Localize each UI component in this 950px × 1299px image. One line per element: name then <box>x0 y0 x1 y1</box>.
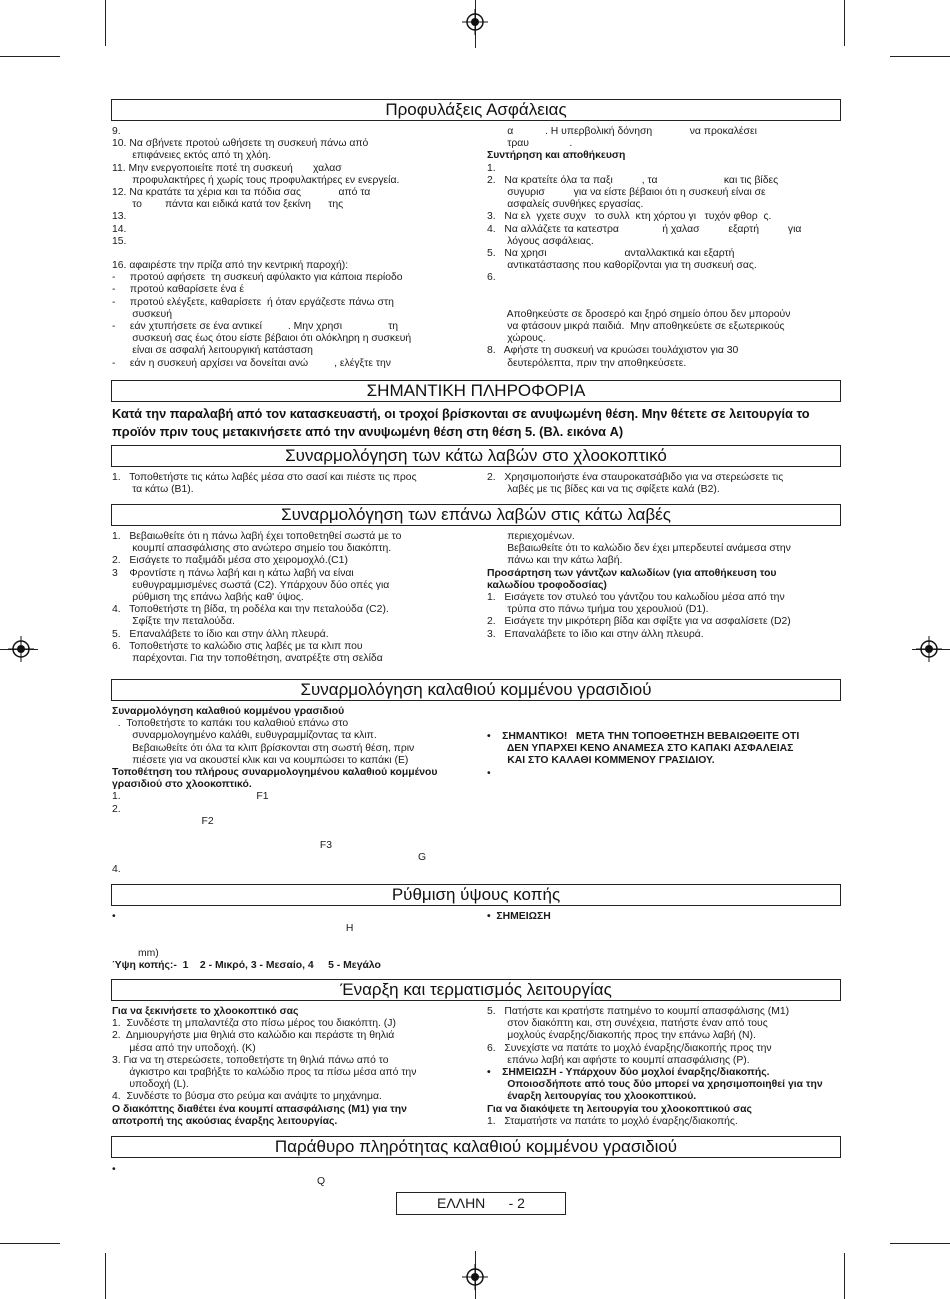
section-title-safety: Προφυλάξεις Ασφάλειας <box>111 99 841 121</box>
text-line: ρύθμιση της επάνω λαβής καθ' ύψος. <box>112 591 304 603</box>
text-line: 6. Συνεχίστε να πατάτε το μοχλό έναρξης/διακοπής προς την <box>487 1042 772 1054</box>
text-line <box>112 935 464 947</box>
text-line: 2. Χρησιμοποιήστε ένα σταυροκατσάβιδο για να στερεώσετε τις <box>487 472 784 483</box>
text-line: μέσα από την υποδοχή. (K) <box>112 1042 256 1054</box>
text-line: 12. Να κρατάτε τα χέρια και τα πόδια σας από τα <box>112 186 371 198</box>
text-line: 1. Συνδέστε τη μπαλαντέζα στο πίσω μέρος του διακόπτη. (J) <box>112 1018 396 1030</box>
text-line: 3 Φροντίστε η πάνω λαβή και η κάτω λαβή να είναι <box>112 567 354 579</box>
safety-right-column <box>487 126 839 370</box>
text-line: • <box>487 767 491 779</box>
cutting-height-left-column <box>112 911 464 972</box>
text-line: 16. αφαιρέστε την πρίζα από την κεντρική παροχή): <box>112 260 349 272</box>
text-line: • <box>112 911 116 922</box>
lower-handles-left-column <box>112 472 464 496</box>
important-notice-text: Κατά την παραλαβή από τον κατασκευαστή, οι τροχοί βρίσκονται σε ανυψωμένη θέση. Μην θέτετε σε λειτουργία το προϊόν πριν τους μετακινήσετε από την ανυψωμένη θέση στη θέση 5. (Βλ. εικόνα A) <box>112 406 810 439</box>
text-line: γρασιδιού στο χλοοκοπτικό. <box>112 779 252 791</box>
text-line: Βεβαιωθείτε ότι όλα τα κλιπ βρίσκονται στη σωστή θέση, πριν <box>112 742 415 754</box>
grass-box-left-column <box>112 706 464 877</box>
text-line: α . Η υπερβολική δόνηση να προκαλέσει <box>487 126 757 137</box>
text-line: Για να ξεκινήσετε το χλοοκοπτικό σας <box>112 1006 299 1017</box>
text-line: τα κάτω (B1). <box>112 484 194 496</box>
text-line: Συναρμολόγηση καλαθιού κομμένου γρασιδιού <box>112 706 345 717</box>
text-line: - εάν η συσκευή αρχίσει να δονείται ανώ , ελέγξτε την <box>112 357 391 369</box>
text-line: 2. <box>112 803 121 815</box>
text-line: Ο διακόπτης διαθέτει ένα κουμπί απασφάλισης (M1) για την <box>112 1103 407 1115</box>
text-line: πάνω και την κάτω λαβή. <box>487 555 623 567</box>
section-title-grass-box: Συναρμολόγηση καλαθιού κομμένου γρασιδιού <box>111 679 841 701</box>
text-line: mm) <box>112 947 159 959</box>
text-line: 1. Εισάγετε τον στυλεό του γάντζου του καλωδίου μέσα από την <box>487 591 785 603</box>
text-line: G <box>112 852 427 864</box>
text-line: 11. Μην ενεργοποιείτε ποτέ τη συσκευή χαλασ <box>112 162 342 174</box>
text-line: λαβές με τις βίδες και να τις σφίξετε καλά (B2). <box>487 484 720 496</box>
text-line: πιέσετε για να ακουστεί κλικ και να κουμπώσει το καπάκι (E) <box>112 754 409 766</box>
text-line: ΚΑΙ ΣΤΟ ΚΑΛΑΘΙ ΚΟΜΜΕΝΟΥ ΓΡΑΣΙΔΙΟΥ. <box>487 755 715 767</box>
text-line: 9. <box>112 126 121 137</box>
text-line: αντικατάστασης που καθορίζονται για τη συσκευή σας. <box>487 260 757 272</box>
text-line: κουμπί απασφάλισης στο ανώτερο σημείο του διακόπτη. <box>112 543 392 555</box>
text-line: - εάν χτυπήσετε σε ένα αντικεί . Μην χρησι τη <box>112 321 399 332</box>
text-line: στον διακόπτη και, στη συνέχεια, πατήστε έναν από τους <box>487 1018 768 1030</box>
text-line: 5. Επαναλάβετε το ίδιο και στην άλλη πλευρά. <box>112 628 329 640</box>
text-line: Σφίξτε την πεταλούδα. <box>112 616 235 628</box>
text-line: ασφαλείς συνθήκες εργασίας. <box>487 199 644 211</box>
registration-mark-icon <box>916 636 942 662</box>
text-line: 1. Βεβαιωθείτε ότι η πάνω λαβή έχει τοποθετηθεί σωστά με το <box>112 531 402 542</box>
registration-mark-icon <box>462 1264 488 1290</box>
text-line: 1. Τοποθετήστε τις κάτω λαβές μέσα στο σασί και πιέστε τις προς <box>112 472 417 483</box>
text-line: 14. <box>112 223 127 235</box>
text-line: λόγους ασφάλειας. <box>487 235 594 247</box>
section-title-grass-window: Παράθυρο πληρότητας καλαθιού κομμένου γρασιδιού <box>111 1136 841 1158</box>
text-line: Αποθηκεύστε σε δροσερό και ξηρό σημείο όπου δεν μπορούν <box>487 308 791 320</box>
text-line: συσκευή <box>112 308 173 320</box>
text-line: συγυρισ για να είστε βέβαιοι ότι η συσκευή είναι σε <box>487 186 766 198</box>
text-line: 4. Να αλλάζετε τα κατεστρα ή χαλασ εξαρτή για <box>487 223 802 235</box>
text-line: περιεχομένων. <box>487 531 575 542</box>
text-line: F3 <box>112 840 332 852</box>
text-line: ΔΕΝ ΥΠΑΡΧΕΙ ΚΕΝΟ ΑΝΑΜΕΣΑ ΣΤΟ ΚΑΠΑΚΙ ΑΣΦΑΛΕΙΑΣ <box>487 743 794 755</box>
text-line: 4. <box>112 864 121 876</box>
text-line: 2. Να κρατείτε όλα τα παξι , τα και τις βίδες <box>487 174 779 186</box>
section-title-upper-handles: Συναρμολόγηση των επάνω λαβών στις κάτω λαβές <box>111 504 841 526</box>
section-title-lower-handles: Συναρμολόγηση των κάτω λαβών στο χλοοκοπτικό <box>111 445 841 467</box>
text-line: 2. Δημιουργήστε μια θηλιά στο καλώδιο και περάστε τη θηλιά <box>112 1030 395 1042</box>
text-line: Ύψη κοπής:- 1 2 - Μικρό, 3 - Μεσαίο, 4 5 - Μεγάλο <box>112 959 381 971</box>
text-line: . Τοποθετήστε το καπάκι του καλαθιού επάνω στο <box>112 718 349 730</box>
text-line: • <box>112 1164 116 1175</box>
upper-handles-right-column <box>487 531 839 641</box>
text-line: 10. Να σβήνετε προτού ωθήσετε τη συσκευή πάνω από <box>112 138 369 150</box>
text-line: δευτερόλεπτα, πριν την αποθηκεύσετε. <box>487 357 687 369</box>
text-line <box>487 297 839 309</box>
text-line: - προτού ελέγξετε, καθαρίσετε ή όταν εργάζεστε πάνω στη <box>112 296 394 308</box>
text-line: F2 <box>112 815 214 827</box>
text-line: είναι σε ασφαλή λειτουργική κατάσταση <box>112 345 313 357</box>
text-line: επιφάνειες εκτός από τη χλόη. <box>112 150 271 162</box>
text-line: συναρμολογημένο καλάθι, ευθυγραμμίζοντας τα κλιπ. <box>112 730 377 742</box>
text-line: 3. Επαναλάβετε το ίδιο και στην άλλη πλευρά. <box>487 628 704 640</box>
text-line: • ΣΗΜΕΙΩΣΗ - Υπάρχουν δύο μοχλοί έναρξης/διακοπής. <box>487 1066 770 1078</box>
lower-handles-right-column <box>487 472 839 496</box>
text-line: 5. Πατήστε και κρατήστε πατημένο το κουμπί απασφάλισης (M1) <box>487 1006 790 1017</box>
section-title-start-stop: Έναρξη και τερματισμός λειτουργίας <box>111 979 841 1001</box>
text-line: 5. Να χρησι ανταλλακτικά και εξαρτή <box>487 247 735 259</box>
text-line: - προτού καθαρίσετε ένα έ <box>112 284 245 296</box>
text-line: 15. <box>112 235 127 247</box>
text-line: 2. Εισάγετε την μικρότερη βίδα και σφίξτε για να ασφαλίσετε (D2) <box>487 616 791 628</box>
text-line: Βεβαιωθείτε ότι το καλώδιο δεν έχει μπερδευτεί ανάμεσα στην <box>487 543 791 555</box>
text-line: 1. Σταματήστε να πατάτε το μοχλό έναρξης/διακοπής. <box>487 1115 738 1127</box>
start-stop-right-column <box>487 1006 839 1128</box>
text-line: Συντήρηση και αποθήκευση <box>487 150 626 162</box>
section-title-cutting-height: Ρύθμιση ύψους κοπής <box>111 884 841 906</box>
text-line: 6. <box>487 272 496 284</box>
text-line: να φτάσουν μικρά παιδιά. Μην αποθηκεύετε σε εξωτερικούς <box>487 321 785 332</box>
text-line: • ΣΗΜΕΙΩΣΗ <box>487 911 551 922</box>
text-line: έναρξη λειτουργίας του χλοοκοπτικού. <box>487 1091 697 1103</box>
text-line: • ΣΗΜΑΝΤΙΚΟ! ΜΕΤΑ ΤΗΝ ΤΟΠΟΘΕΤΗΣΗ ΒΕΒΑΙΩΘΕΙΤΕ ΟΤΙ <box>487 731 800 742</box>
text-line: 8. Αφήστε τη συσκευή να κρυώσει τουλάχιστον για 30 <box>487 345 739 357</box>
grass-box-right-column <box>487 731 839 780</box>
text-line: μοχλούς έναρξης/διακοπής προς την επάνω λαβή (N). <box>487 1030 756 1042</box>
text-line: αποτροπή της ακούσιας έναρξης λειτουργίας. <box>112 1115 338 1127</box>
upper-handles-left-column <box>112 531 464 665</box>
text-line: τραυ . <box>487 138 573 150</box>
registration-mark-icon <box>8 636 34 662</box>
text-line: χώρους. <box>487 333 546 345</box>
section-title-important: ΣΗΜΑΝΤΙΚΗ ΠΛΗΡΟΦΟΡΙΑ <box>111 380 841 402</box>
text-line: 1. <box>487 162 496 174</box>
text-line: - προτού αφήσετε τη συσκευή αφύλακτο για κάποια περίοδο <box>112 272 403 284</box>
text-line: παρέχονται. Για την τοποθέτηση, ανατρέξτε στη σελίδα <box>112 652 383 664</box>
text-line: συσκευή σας έως ότου είστε βέβαιοι ότι ολόκληρη η συσκευή <box>112 333 412 345</box>
text-line: 1. F1 <box>112 791 269 803</box>
text-line: Q <box>112 1176 326 1188</box>
text-line: 3. Για να τη στερεώσετε, τοποθετήστε τη θηλιά πάνω από το <box>112 1054 389 1066</box>
text-line: 13. <box>112 211 127 223</box>
text-line <box>112 828 464 840</box>
text-line <box>487 284 839 296</box>
text-line: 3. Να ελ γχετε συχν το συλλ κτη χόρτου γι τυχόν φθορ ς. <box>487 211 772 223</box>
grass-window-left-column <box>112 1164 464 1188</box>
text-line: άγκιστρο και τραβήξτε το καλώδιο προς τα πίσω μέσα από την <box>112 1066 417 1078</box>
text-line: 4. Τοποθετήστε τη βίδα, τη ροδέλα και την πεταλούδα (C2). <box>112 604 389 616</box>
text-line: προφυλακτήρες ή χωρίς τους προφυλακτήρες εν ενεργεία. <box>112 174 400 186</box>
safety-left-column <box>112 126 464 370</box>
text-line: 6. Τοποθετήστε το καλώδιο στις λαβές με τα κλιπ που <box>112 640 363 652</box>
text-line: τρύπα στο πάνω τμήμα του χερουλιού (D1). <box>487 604 709 616</box>
text-line: καλωδίου τροφοδοσίας) <box>487 579 607 591</box>
start-stop-left-column <box>112 1006 464 1128</box>
text-line: 2. Εισάγετε το παξιμάδι μέσα στο χειρομοχλό.(C1) <box>112 555 348 567</box>
registration-mark-icon <box>462 9 488 35</box>
text-line: Προσάρτηση των γάντζων καλωδίων (για αποθήκευση του <box>487 567 777 579</box>
text-line: H <box>112 923 354 935</box>
text-line: Για να διακόψετε τη λειτουργία του χλοοκοπτικού σας <box>487 1103 752 1115</box>
text-line: ευθυγραμμισμένες σωστά (C2). Υπάρχουν δύο οπές για <box>112 579 390 591</box>
text-line: Τοποθέτηση του πλήρους συναρμολογημένου καλαθιού κομμένου <box>112 766 438 778</box>
text-line <box>112 248 464 260</box>
text-line: Οποιοσδήποτε από τους δύο μπορεί να χρησιμοποιηθεί για την <box>487 1079 823 1091</box>
cutting-height-right-column <box>487 911 839 923</box>
text-line: υποδοχή (L). <box>112 1079 189 1091</box>
text-line: 4. Συνδέστε το βύσμα στο ρεύμα και ανάψτε το μηχάνημα. <box>112 1091 382 1103</box>
page-footer-label: ΕΛΛΗΝ - 2 <box>396 1192 566 1215</box>
text-line: επάνω λαβή και αφήστε το κουμπί απασφάλισης (P). <box>487 1054 750 1066</box>
text-line: το πάντα και ειδικά κατά τον ξεκίνη της <box>112 199 344 211</box>
